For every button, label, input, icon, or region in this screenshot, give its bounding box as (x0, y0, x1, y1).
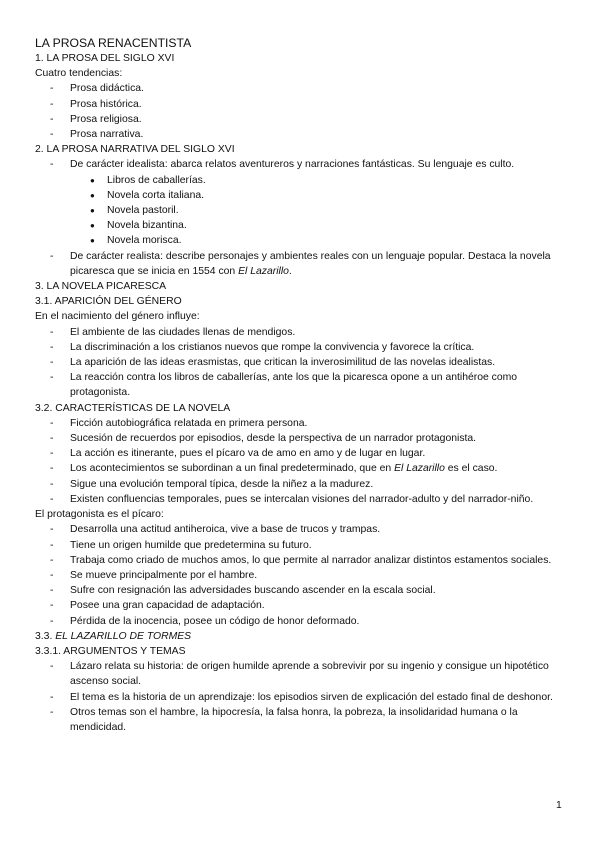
list-item (70, 461, 555, 476)
document-title: LA PROSA RENACENTISTA (35, 36, 192, 50)
list-item: - Desarrolla una actitud antiheroica, vive a base de trucos y trampas. (70, 522, 555, 537)
list-item: - Sufre con resignación las adversidades buscando ascender en la escala social. (70, 583, 555, 598)
list-item: - El ambiente de las ciudades llenas de mendigos. (70, 325, 555, 340)
list-item: - Prosa narrativa. (70, 127, 555, 142)
sub-list-item: ● Libros de caballerías. (107, 173, 555, 188)
argumentos-list (35, 659, 555, 735)
list-item-idealista (70, 157, 555, 248)
list-item: - Existen confluencias temporales, pues se intercalan visiones del narrador-adulto y del narrador-niño. (70, 492, 555, 507)
sub-list-item: ● Novela morisca. (107, 233, 555, 248)
list-item: - Lázaro relata su historia: de origen humilde aprende a sobrevivir por su ingenio y consigue un hipotético ascenso social. (70, 659, 555, 689)
idealista-sublist (70, 173, 555, 249)
section-3-1-heading: 3.1. APARICIÓN DEL GÉNERO (35, 296, 182, 308)
list-item: - Sigue una evolución temporal típica, desde la niñez a la madurez. (70, 477, 555, 492)
section-3-2-heading: 3.2. CARACTERÍSTICAS DE LA NOVELA (35, 402, 231, 414)
list-item: - Prosa religiosa. (70, 112, 555, 127)
narrativa-list (35, 157, 555, 279)
list-item: - El tema es la historia de un aprendizaje: los episodios sirven de explicación del estado final de deshonor. (70, 690, 555, 705)
list-item: - Posee una gran capacidad de adaptación. (70, 598, 555, 613)
section-number: 3.3. (35, 630, 56, 642)
item-text: Los acontecimientos se subordinan a un final predeterminado, que en (70, 463, 395, 475)
list-item: - Ficción autobiográfica relatada en primera persona. (70, 416, 555, 431)
sub-list-item: ● Novela bizantina. (107, 218, 555, 233)
list-item: - Prosa didáctica. (70, 81, 555, 96)
item-text-end: es el caso. (444, 463, 498, 475)
picaro-list (35, 522, 555, 628)
section-3-1-intro: En el nacimiento del género influye: (35, 311, 200, 323)
section-3-3-heading (35, 629, 555, 644)
section-1-intro: Cuatro tendencias: (35, 68, 123, 80)
section-3-heading: 3. LA NOVELA PICARESCA (35, 281, 167, 293)
page-number: 1 (556, 800, 562, 811)
section-1-heading: 1. LA PROSA DEL SIGLO XVI (35, 53, 175, 64)
section-3-3-1-heading: 3.3.1. ARGUMENTOS Y TEMAS (35, 645, 186, 657)
document-body (35, 35, 555, 735)
section-2-heading: 2. LA PROSA NARRATIVA DEL SIGLO XVI (35, 144, 235, 156)
realista-end: . (288, 265, 292, 277)
list-item: - Pérdida de la inocencia, posee un código de honor deformado. (70, 614, 555, 629)
section-title: EL LAZARILLO DE TORMES (55, 630, 192, 642)
idealista-text: De carácter idealista: abarca relatos aventureros y narraciones fantásticas. Su lenguaje es culto. (70, 159, 515, 171)
list-item: - Otros temas son el hambre, la hipocresía, la falsa honra, la pobreza, la insolidaridad humana o la mendicidad. (70, 705, 555, 735)
list-item: - Tiene un origen humilde que predetermina su futuro. (70, 538, 555, 553)
list-item: - Sucesión de recuerdos por episodios, desde la perspectiva de un narrador protagonista. (70, 431, 555, 446)
sub-list-item: ● Novela pastoril. (107, 203, 555, 218)
list-item: - Trabaja como criado de muchos amos, lo que permite al narrador analizar distintos estamentos sociales. (70, 553, 555, 568)
list-item: - La aparición de las ideas erasmistas, que critican la inverosimilitud de las novelas idealistas. (70, 355, 555, 370)
caracteristicas-list (35, 416, 555, 507)
list-item: - La acción es itinerante, pues el pícaro va de amo en amo y de lugar en lugar. (70, 446, 555, 461)
influencias-list (35, 325, 555, 401)
work-title: El Lazarillo (238, 265, 289, 277)
list-item: - La reacción contra los libros de caballerías, ante los que la picaresca opone a un antihéroe como protagonista. (70, 370, 555, 400)
tendencias-list (35, 81, 555, 142)
work-title: El Lazarillo (394, 463, 445, 475)
list-item: - La discriminación a los cristianos nuevos que rompe la convivencia y favorece la crítica. (70, 340, 555, 355)
picaro-intro: El protagonista es el pícaro: (35, 509, 164, 521)
list-item-realista (70, 249, 555, 279)
sub-list-item: ● Novela corta italiana. (107, 188, 555, 203)
realista-text: De carácter realista: describe personajes y ambientes reales con un lenguaje popular. Destaca la novela picaresca que se inicia en 1554 con (70, 250, 551, 277)
list-item: - Se mueve principalmente por el hambre. (70, 568, 555, 583)
list-item: - Prosa histórica. (70, 97, 555, 112)
